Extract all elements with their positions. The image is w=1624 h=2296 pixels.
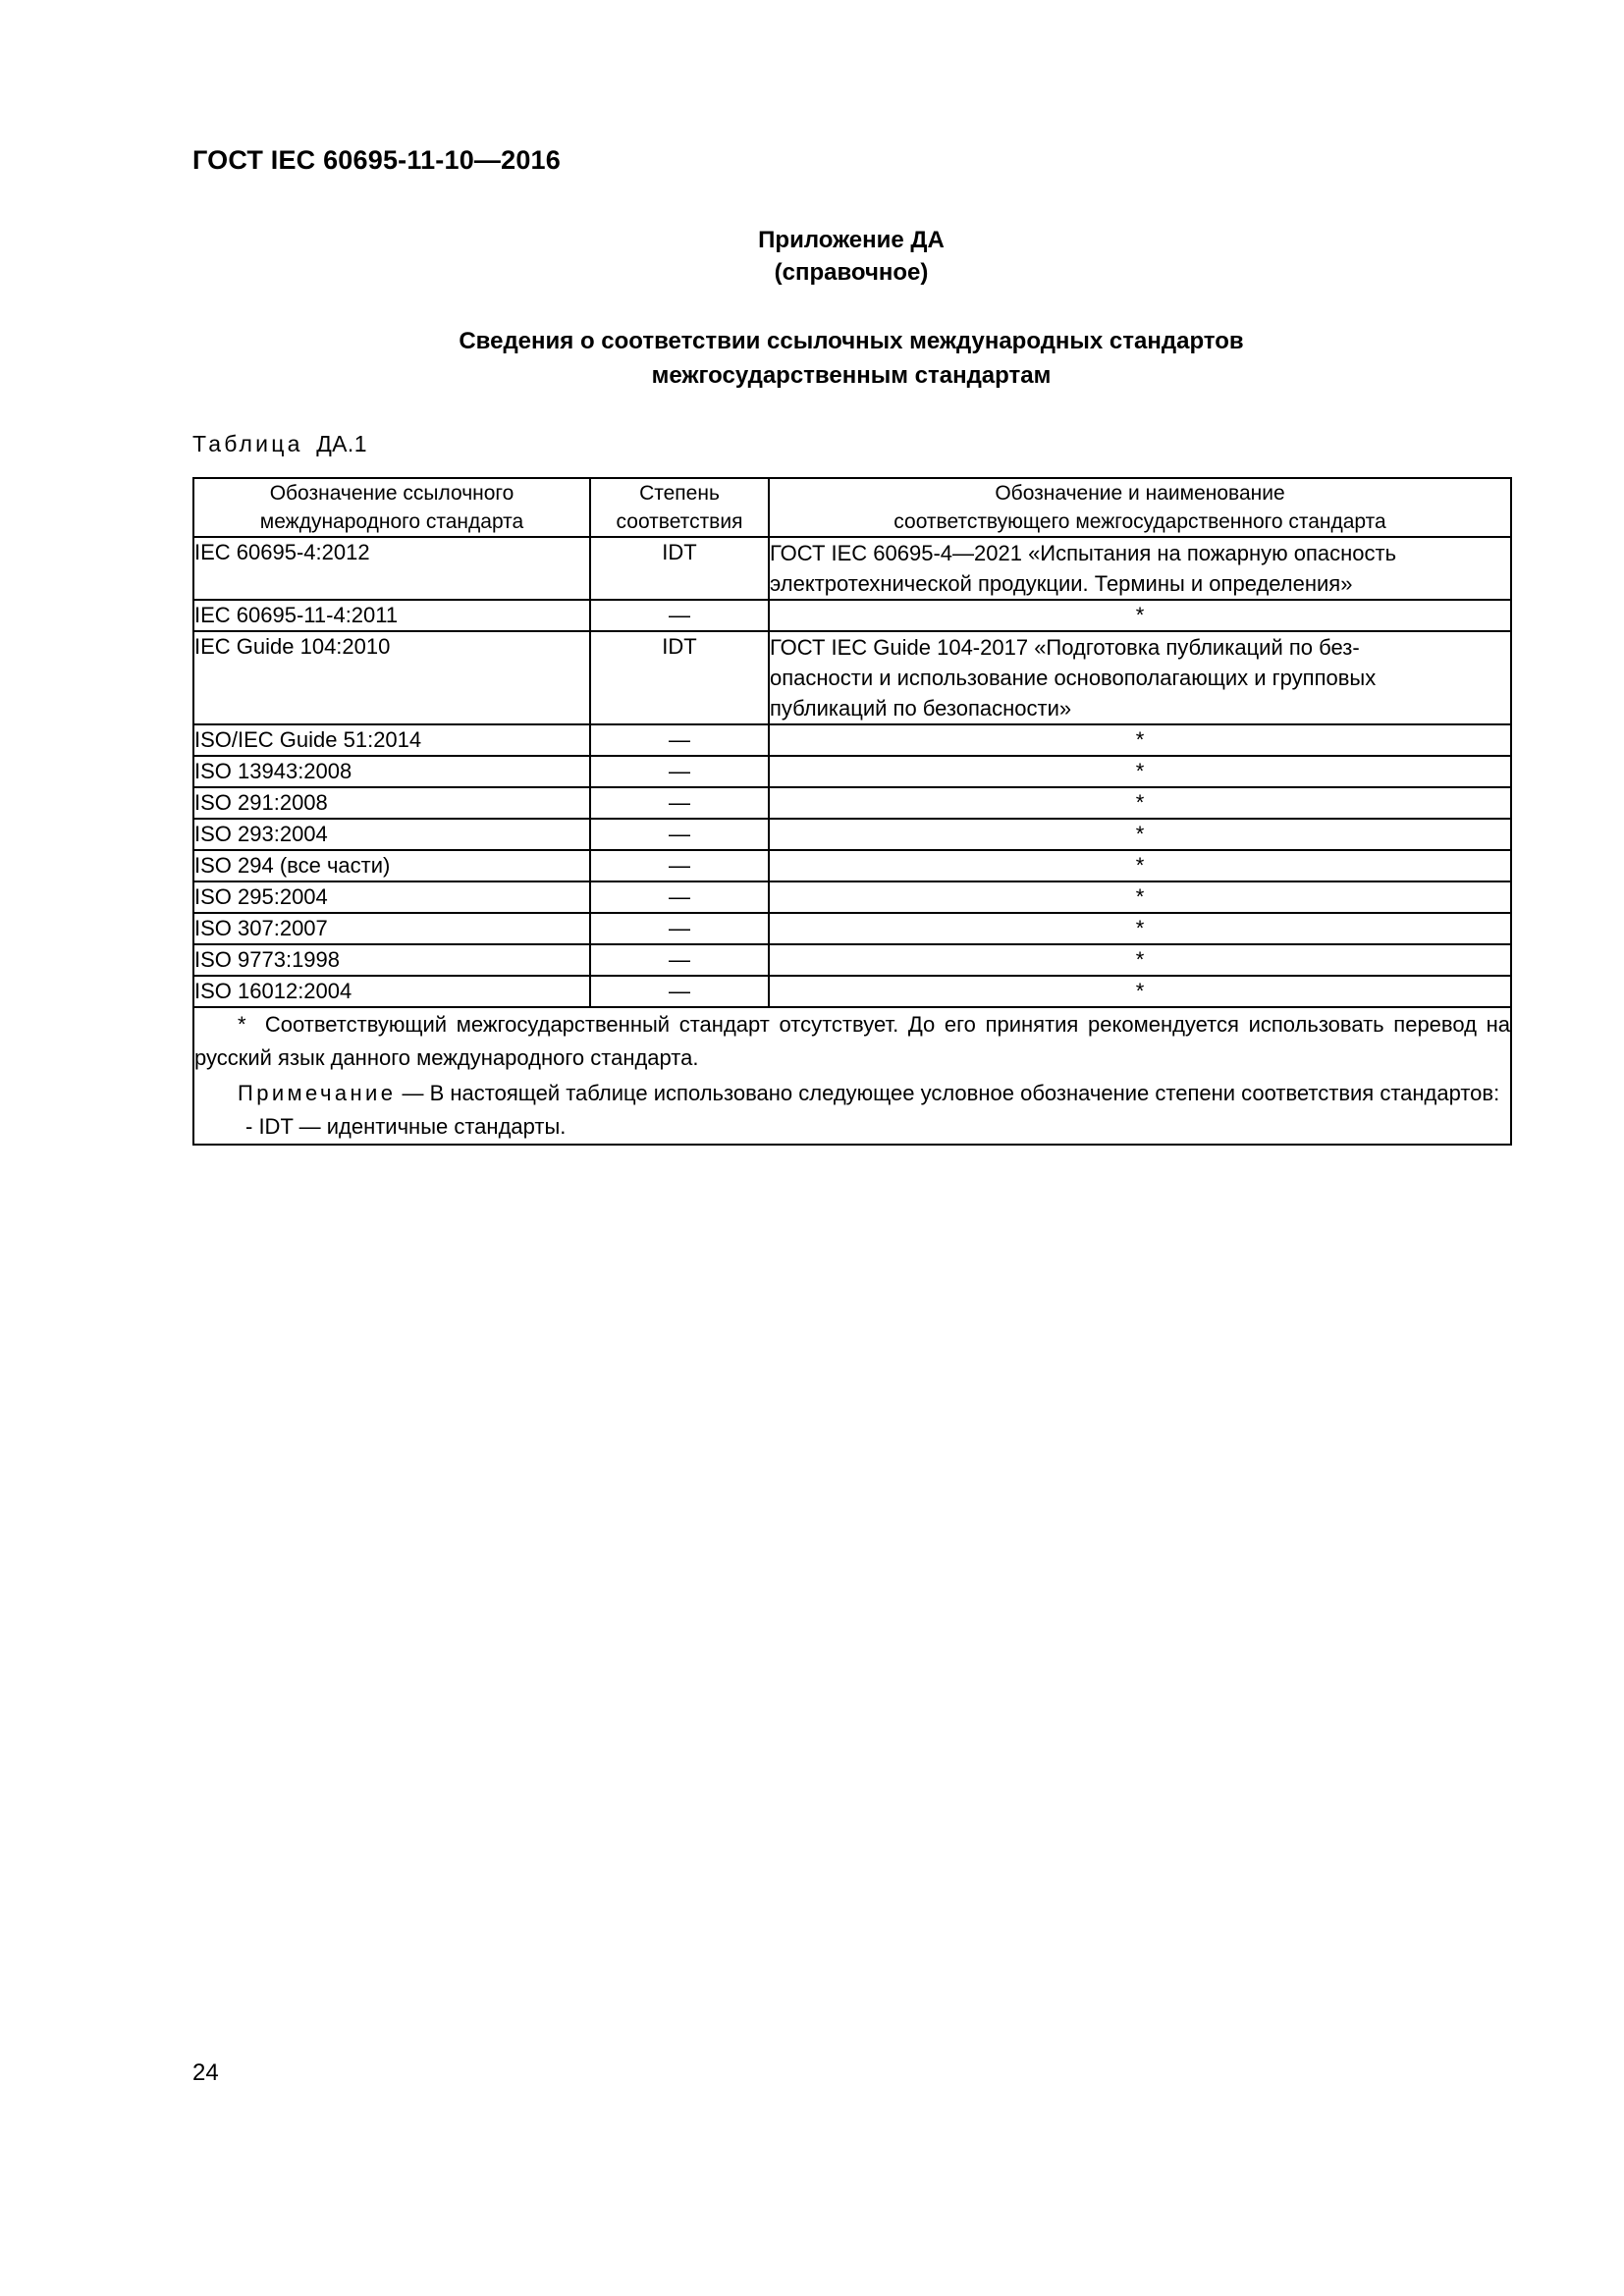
cell-reference-standard: ISO 293:2004 (193, 819, 590, 850)
table-footnotes (193, 1007, 1511, 1145)
cell-degree: — (590, 976, 769, 1007)
annex-title-block (192, 224, 1510, 393)
footnote-asterisk (194, 1008, 1510, 1075)
footnote-note-text: В настоящей таблице использовано следующее условное обозначение степени соответствия стандартов: (429, 1081, 1500, 1105)
table-row (193, 756, 1511, 787)
footnote-asterisk-text: Соответствующий межгосударственный стандарт отсутствует. До его принятия рекомендуется использовать перевод на русский язык данного международного стандарта. (194, 1012, 1510, 1070)
table-header-row (193, 478, 1511, 537)
cell-interstate-standard: * (769, 976, 1511, 1007)
column-header-line-2: международного стандарта (259, 510, 524, 533)
document-header-standard-number: ГОСТ IEC 60695-11-10—2016 (192, 145, 561, 175)
annex-kind: (справочное) (774, 259, 929, 286)
cell-degree: — (590, 881, 769, 913)
cell-reference-standard: ISO/IEC Guide 51:2014 (193, 724, 590, 756)
cell-degree: — (590, 913, 769, 944)
cell-text-line-1: ГОСТ IEC 60695-4—2021 «Испытания на пожарную опасность (770, 541, 1397, 565)
cell-degree: IDT (590, 537, 769, 600)
table-caption (192, 431, 367, 457)
cell-degree: IDT (590, 631, 769, 724)
cell-degree: — (590, 819, 769, 850)
cell-interstate-standard: * (769, 944, 1511, 976)
table-caption-label: Таблица (192, 431, 303, 456)
cell-interstate-standard (769, 537, 1511, 600)
table-row (193, 881, 1511, 913)
table-row (193, 787, 1511, 819)
column-header-degree-of-correspondence (590, 478, 769, 537)
column-header-line-2: соответствующего межгосударственного стандарта (893, 510, 1386, 533)
footnote-note (194, 1077, 1510, 1110)
footnote-note-dash: — (402, 1081, 424, 1105)
table-row (193, 944, 1511, 976)
annex-name: Приложение ДА (758, 227, 945, 253)
cell-interstate-standard: * (769, 724, 1511, 756)
page-number: 24 (192, 2059, 219, 2086)
cell-reference-standard: ISO 291:2008 (193, 787, 590, 819)
cell-degree: — (590, 600, 769, 631)
cell-degree: — (590, 944, 769, 976)
column-header-line-1: Обозначение ссылочного (269, 482, 514, 505)
table-caption-number: ДА.1 (316, 431, 367, 456)
column-header-line-2: соответствия (616, 510, 743, 533)
cell-degree: — (590, 724, 769, 756)
cell-interstate-standard: * (769, 787, 1511, 819)
standards-correspondence-table (192, 477, 1512, 1146)
cell-interstate-standard (769, 631, 1511, 724)
annex-heading (192, 324, 1510, 393)
cell-interstate-standard: * (769, 913, 1511, 944)
cell-reference-standard: IEC 60695-11-4:2011 (193, 600, 590, 631)
annex-heading-line-1: Сведения о соответствии ссылочных международных стандартов (459, 328, 1244, 354)
cell-text-line-2: опасности и использование основополагающих и групповых (770, 666, 1377, 690)
cell-text-line-3: публикаций по безопасности» (770, 696, 1072, 721)
cell-interstate-standard: * (769, 600, 1511, 631)
cell-reference-standard: ISO 295:2004 (193, 881, 590, 913)
table-row (193, 600, 1511, 631)
column-header-interstate-standard (769, 478, 1511, 537)
table-row (193, 819, 1511, 850)
cell-reference-standard: ISO 294 (все части) (193, 850, 590, 881)
table-row (193, 976, 1511, 1007)
table-row (193, 850, 1511, 881)
cell-reference-standard: ISO 9773:1998 (193, 944, 590, 976)
cell-interstate-standard: * (769, 819, 1511, 850)
table-row (193, 631, 1511, 724)
table-row (193, 913, 1511, 944)
footnote-note-item: - IDT — идентичные стандарты. (245, 1114, 567, 1139)
column-header-reference-standard (193, 478, 590, 537)
table-row (193, 724, 1511, 756)
annex-heading-line-2: межгосударственным стандартам (651, 362, 1052, 389)
cell-reference-standard: ISO 16012:2004 (193, 976, 590, 1007)
cell-interstate-standard: * (769, 850, 1511, 881)
table-footnote-row (193, 1007, 1511, 1145)
cell-reference-standard: ISO 13943:2008 (193, 756, 590, 787)
column-header-line-1: Степень (639, 482, 720, 505)
footnote-note-label: Примечание (238, 1081, 397, 1105)
cell-text-line-1: ГОСТ IEC Guide 104-2017 «Подготовка публикаций по без- (770, 635, 1360, 660)
cell-interstate-standard: * (769, 881, 1511, 913)
cell-degree: — (590, 787, 769, 819)
cell-text-line-2: электротехнической продукции. Термины и определения» (770, 571, 1353, 596)
table-row (193, 537, 1511, 600)
cell-reference-standard: ISO 307:2007 (193, 913, 590, 944)
footnote-asterisk-mark: * (238, 1012, 246, 1037)
cell-degree: — (590, 850, 769, 881)
column-header-line-1: Обозначение и наименование (995, 482, 1285, 505)
cell-reference-standard: IEC Guide 104:2010 (193, 631, 590, 724)
cell-degree: — (590, 756, 769, 787)
cell-reference-standard: IEC 60695-4:2012 (193, 537, 590, 600)
cell-interstate-standard: * (769, 756, 1511, 787)
